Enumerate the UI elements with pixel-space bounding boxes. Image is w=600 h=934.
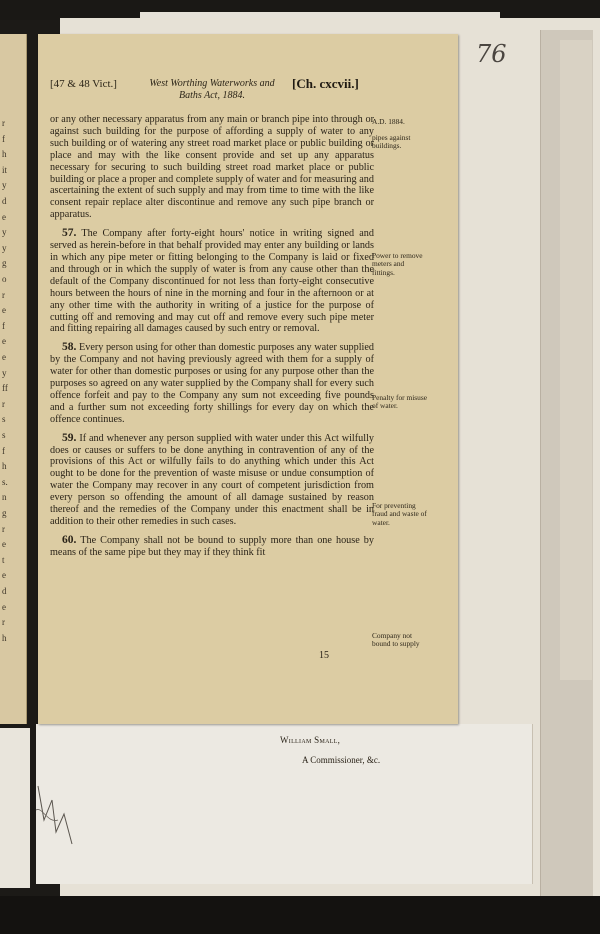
left-margin-letter: r: [2, 289, 5, 300]
left-margin-letter: f: [2, 320, 5, 331]
left-margin-letter: d: [2, 196, 7, 206]
left-margin-letter: e: [2, 336, 6, 347]
left-margin-letter: e: [2, 601, 6, 612]
side-note-57: Power to remove meters and fittings.: [372, 251, 423, 277]
left-margin-letter: e: [2, 539, 6, 550]
left-margin-letter: it: [2, 164, 8, 175]
section-number: 59.: [62, 431, 77, 444]
left-margin-letter: s: [2, 430, 6, 440]
left-page-lower: [0, 728, 30, 888]
section-number: 57.: [62, 227, 77, 240]
left-margin-letter: y: [2, 242, 7, 253]
section-60: [50, 535, 374, 559]
left-margin-letter: e: [2, 570, 6, 581]
pencil-number: 76: [476, 40, 507, 68]
left-margin-letter: n: [2, 492, 7, 503]
section-59: [50, 433, 374, 528]
signature-title: A Commissioner, &c.: [302, 755, 381, 765]
header-regnal-year: [47 & 48 Vict.]: [50, 78, 117, 90]
side-note-year: A.D. 1884.: [372, 117, 405, 126]
left-margin-letter: g: [2, 258, 7, 269]
side-note-pipes: pipes against buildings.: [372, 133, 411, 151]
left-margin-letter: r: [2, 118, 5, 128]
document-slip: [38, 34, 458, 724]
section-text: If and whenever any person supplied with water under this Act wilfully does or causes or suffers to be done anything in contravention of any of the provisions of this Act or wilfully fails to do anything which under this Act ought to be done for the prevention of waste misuse or undue consumption of water the Company may recover in any court of competent jurisdiction from every person so offending the amount of all damage sustained by reason thereof and the remedies of the Company under this enactment shall be in addition to their other remedies in such cases.: [50, 432, 375, 527]
section-text: The Company shall not be bound to supply more than one house by means of the same pipe but they may if they think fit: [50, 534, 374, 558]
left-margin-letter: f: [2, 133, 5, 144]
left-margin-letter: s: [2, 414, 6, 425]
left-margin-letter: h: [2, 632, 7, 643]
header-act-title: West Worthing Waterworks and Baths Act, 1884.: [149, 78, 275, 101]
section-58: [50, 342, 374, 425]
left-margin-letter: e: [2, 305, 6, 316]
header-chapter: [Ch. cxcvii.]: [292, 76, 359, 91]
left-margin-letter: e: [2, 352, 6, 362]
left-margin-letter: y: [2, 180, 7, 191]
signature-name: William Small,: [280, 735, 341, 745]
left-margin-letter: g: [2, 508, 7, 518]
left-margin-letter: t: [2, 554, 5, 565]
running-header: [50, 78, 450, 108]
left-margin-letter: r: [2, 617, 5, 628]
section-continuation: or any other necessary apparatus from any main or branch pipe into through or against such building for the purpose of affording a supply of water to any such building or of watering any street road market place or public building or place and may with the like consent provide and set up any apparatus necessary for securing to such building street road market place or public building or place a proper and complete supply of water and for measuring and ascertaining the extent of such supply and may from time to time with the like consent repair replace alter discontinue and remove any such pipe branch or apparatus.: [50, 114, 374, 221]
side-note-58: Penalty for misuse of water.: [372, 393, 428, 411]
section-number: 58.: [62, 341, 77, 354]
left-margin-letter: f: [2, 445, 5, 456]
left-margin-letter: d: [2, 586, 7, 596]
left-margin-letter: r: [2, 398, 5, 409]
page-edge-strip: [560, 40, 592, 680]
left-margin-letter: y: [2, 367, 7, 378]
section-text: The Company after forty-eight hours' notice in writing signed and served as herein-before in that behalf provided may enter any building or lands in which any pipe meter or fitting belonging to the Company is laid or fixed and through or in which the supply of water is from any cause other than the default of the Company discontinued for not less than forty-eight consecutive hours between the hours of nine in the morning and four in the afternoon or at any other time with the authority in writing of a justice for the purpose of cutting off and removing and may cut off and remove every such pipe meter and fitting repairing all damages caused by such entry or removal.: [50, 228, 374, 335]
background-bottom: [0, 896, 600, 934]
side-note-60: Company not bound to supply: [372, 631, 420, 649]
left-margin-letter: h: [2, 461, 7, 472]
section-57: [50, 228, 374, 335]
side-note-59: For preventing fraud and waste of water.: [372, 501, 427, 527]
left-margin-letter: h: [2, 149, 7, 160]
lower-paper: [36, 724, 533, 884]
left-margin-letter: ff: [2, 383, 8, 394]
left-margin-letter: o: [2, 274, 7, 284]
section-text: Every person using for other than domestic purposes any water supplied by the Company and not having previously agreed with them for a supply of water for other than domestic purposes or using for any purpose other than the purposes so agreed on any water supplied by the Company shall for every such offence forfeit and pay to the Company any sum not exceeding five pounds and a further sum not exceeding forty shillings for every day on which the offence continues.: [50, 342, 375, 425]
page-number: 15: [319, 650, 329, 661]
pencil-scribble: [34, 780, 78, 850]
left-margin-letter: s.: [2, 476, 8, 487]
left-margin-letter: y: [2, 227, 7, 238]
act-body: [50, 114, 374, 559]
section-number: 60.: [62, 533, 77, 546]
left-margin-letter: r: [2, 523, 5, 534]
left-margin-letter: e: [2, 211, 6, 222]
